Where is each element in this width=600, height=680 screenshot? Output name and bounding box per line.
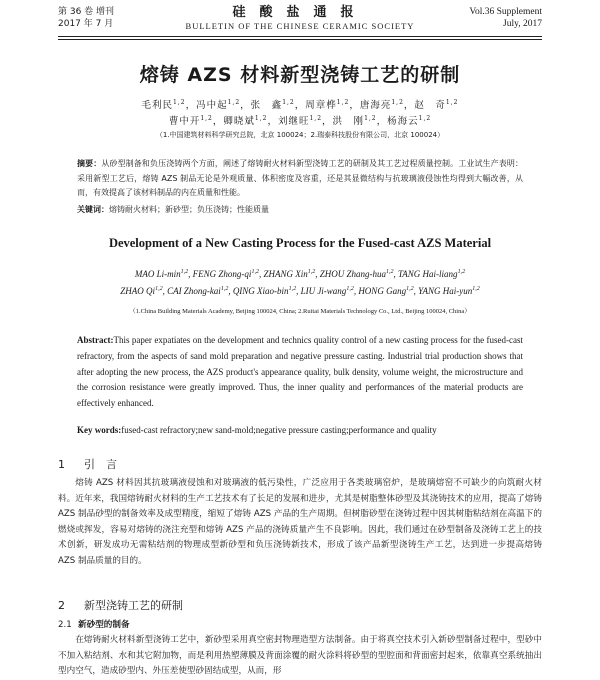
author-name: 曹中开 xyxy=(168,116,201,127)
section-heading-2 xyxy=(58,597,183,613)
author-name: 冯中起 xyxy=(196,100,228,111)
author-name: ZHAO Qi xyxy=(120,286,156,296)
section-title: 引 言 xyxy=(84,458,117,471)
section-number: 1 xyxy=(58,458,65,471)
issue-cn: 第 36 卷 增刊 xyxy=(58,7,115,17)
author-affiliation-mark: 1,2 xyxy=(391,98,404,106)
author-affiliation-mark: 1,2 xyxy=(472,286,480,292)
author-name: 卿晓斌 xyxy=(223,116,255,127)
abstract-en-text: This paper expatiates on the development and technics quality control of a new casting process for the fused-cast refractory, from the aspects of sand mold preparation and negative pressure casting. Industrial trial production shows that after adopting the new process, the AZS product's appearance quality, bulk density, volume weight, the microstructure and the corrosion resistance were greatly improved. Thus, the inner quality and performances of the material products are effectively enhanced. xyxy=(77,335,523,409)
author-affiliation-mark: 1,2 xyxy=(309,114,323,122)
author-affiliation-mark: 1,2 xyxy=(336,98,350,106)
authors-en-line2: ZHAO Qi$^{1,2}$, CAI Zhong-kai$^{1,2}$, QING Xiao-bin$^{1,2}$, LIU Ji-wang$^{1,2}$, HONG Gang$^{1,2}$, YANG Hai-yun$^{1,2}$ xyxy=(120,286,480,296)
author-name: YANG Hai-yun xyxy=(418,286,473,296)
author-affiliation-mark: 1,2 xyxy=(364,114,377,122)
author-name: 周章桦 xyxy=(305,100,337,111)
section-title: 新型浇铸工艺的研制 xyxy=(84,599,183,612)
author-name: ZHOU Zhang-hua xyxy=(319,269,386,279)
author-affiliation-mark: 1,2 xyxy=(288,286,297,292)
subsection-number: 2.1 xyxy=(58,620,72,630)
abstract-cn xyxy=(77,157,523,201)
author-affiliation-mark: 1,2 xyxy=(180,269,189,275)
abstract-en xyxy=(77,333,523,412)
date-en: July, 2017 xyxy=(503,19,542,29)
paper-title-en: Development of a New Casting Process for the Fused-cast AZS Material xyxy=(108,236,492,250)
authors-en-line1: MAO $Li-\min^{1,2}$, FENG Zhong-qi$^{1,2}$, ZHANG Xin$^{1,2}$, ZHOU Zhang-hua$^{1,2}$, TANG Hai-liang$^{1,2}$ xyxy=(134,269,466,279)
keywords-en-label: Key words: xyxy=(77,425,122,435)
author-name: 洪 刚 xyxy=(332,116,365,127)
author-name: 刘继旺 xyxy=(277,116,310,127)
author-name: TANG Hai-liang xyxy=(397,269,458,279)
author-affiliation-mark: 1,2 xyxy=(418,114,432,122)
journal-name-cn: 硅酸盐通报 xyxy=(232,5,368,20)
author-name: FENG Zhong-qi xyxy=(192,269,252,279)
author-name: 赵 奇 xyxy=(414,100,446,111)
author-affiliation-mark: 1,2 xyxy=(457,269,466,275)
keywords-en xyxy=(77,425,523,435)
header-rule-thin xyxy=(58,39,542,40)
keywords-cn-label: 关键词： xyxy=(77,205,109,214)
author-affiliation-mark: 1,2 xyxy=(200,114,213,122)
author-affiliation-mark: 1,2 xyxy=(251,269,259,275)
header-right xyxy=(469,6,542,30)
authors-cn-line2: 曹中开$^{1,2}$，卿晓斌$^{1,2}$，刘继旺$^{1,2}$，洪 刚$^{1,2}$，杨海云$^{1,2}$ xyxy=(168,114,432,127)
affiliation-en: （1.China Building Materials Academy, Beijing 100024, China; 2.Ruitai Materials Technology Co., Ltd., Beijing 100024, China） xyxy=(129,308,471,315)
author-affiliation-mark: 1,2 xyxy=(254,114,268,122)
paper-title-cn: 熔铸 AZS 材料新型浇铸工艺的研制 xyxy=(139,64,461,86)
author-name: HONG Gang xyxy=(358,286,407,296)
author-affiliation-mark: 1,2 xyxy=(307,269,316,275)
author-affiliation-mark: 1,2 xyxy=(346,286,354,292)
author-name: LIU Ji-wang xyxy=(300,286,347,296)
keywords-cn-text: 熔铸耐火材料；新砂型；负压浇铸；性能质量 xyxy=(109,205,269,214)
subsection-title: 新砂型的制备 xyxy=(78,620,130,630)
running-header xyxy=(58,6,542,36)
subsection-2-1-body: 在熔铸耐火材料新型浇铸工艺中，新砂型采用真空密封物理造型方法制备。由于将真空技术引入新砂型制备过程中，型砂中不加入粘结剂、水和其它附加物，而是利用热塑薄膜及背面涂覆的耐火涂料将砂型的型腔面和背面密封起来，依靠真空系统抽出型内空气，造成砂型内、外压差使型砂固结成型，从而，形 xyxy=(58,635,542,677)
author-affiliation-mark: 1,2 xyxy=(227,98,241,106)
author-name: 毛利民 xyxy=(141,100,174,111)
section-number: 2 xyxy=(58,599,65,612)
affiliation-cn: （1.中国建筑材料科学研究总院，北京 100024；2.瑞泰科技股份有限公司，北京 100024） xyxy=(155,131,445,139)
author-name: 张 鑫 xyxy=(250,100,283,111)
author-affiliation-mark: 1,2 xyxy=(406,286,414,292)
keywords-en-text: fused-cast refractory;new sand-mold;negative pressure casting;performance and quality xyxy=(121,425,437,435)
abstract-en-label: Abstract: xyxy=(77,335,114,345)
section-heading-1 xyxy=(58,456,117,472)
abstract-cn-label: 摘要： xyxy=(77,159,102,168)
author-name: ZHANG Xin xyxy=(263,269,308,279)
author-name: 唐海亮 xyxy=(359,100,392,111)
author-name: MAO Li-min xyxy=(134,269,181,279)
journal-name-en: BULLETIN OF THE CHINESE CERAMIC SOCIETY xyxy=(185,21,415,31)
header-rule xyxy=(58,36,542,37)
author-affiliation-mark: 1,2 xyxy=(282,98,295,106)
author-name: CAI Zhong-kai xyxy=(167,286,221,296)
abstract-cn-text: 从砂型制备和负压浇铸两个方面，阐述了熔铸耐火材料新型浇铸工艺的研制及其工艺过程质量控制。工业试生产表明：采用新型工艺后，熔铸 AZS 制品无论是外观质量、体积密度及容重，还是其显微结构与抗玻璃液侵蚀性均得到大幅改善，从而，有效提高了该材料制品的内在质量和性能。 xyxy=(77,159,524,197)
author-name: 杨海云 xyxy=(387,116,419,127)
author-affiliation-mark: 1,2 xyxy=(173,98,186,106)
author-affiliation-mark: 1,2 xyxy=(385,269,394,275)
volume-en: Vol.36 Supplement xyxy=(469,7,542,17)
authors-cn-line1: 毛利民$^{1,2}$，冯中起$^{1,2}$，张 鑫$^{1,2}$，周章桦$^{1,2}$，唐海亮$^{1,2}$，赵 奇$^{1,2}$ xyxy=(141,98,459,111)
author-affiliation-mark: 1,2 xyxy=(220,286,229,292)
keywords-cn xyxy=(77,204,523,215)
author-affiliation-mark: 1,2 xyxy=(155,286,163,292)
author-name: QING Xiao-bin xyxy=(232,286,289,296)
section-1-body: 熔铸 AZS 材料因其抗玻璃液侵蚀和对玻璃液的低污染性，广泛应用于各类玻璃窑炉，是玻璃熔窑不可缺少的向筑耐火材料。近年来，我国熔铸耐火材料的生产工艺技术有了长足的发展和进步，尤其是树脂整体砂型及其浇铸技术的应用，提高了熔铸 AZS 制品砂型的制备效率及成型精度，缩短了熔铸 AZS 产品的生产周期。但树脂砂型在浇铸过程中因其树脂粘结剂在高温下的燃烧或挥发，容易对熔铸的浇注充型和熔铸 AZS 产品的浇铸质量产生不良影响。因此，我们通过在砂型制备及浇铸工艺上的技术创新，研发成功无需粘结剂的物理成型新砂型和负压浇铸新技术，形成了该产品新型浇铸生产工艺，达到进一步提高熔铸 AZS 制品质量的目的。 xyxy=(58,478,542,566)
date-cn: 2017 年 7 月 xyxy=(58,19,114,29)
subsection-heading-2-1 xyxy=(58,618,130,630)
author-affiliation-mark: 1,2 xyxy=(445,98,459,106)
